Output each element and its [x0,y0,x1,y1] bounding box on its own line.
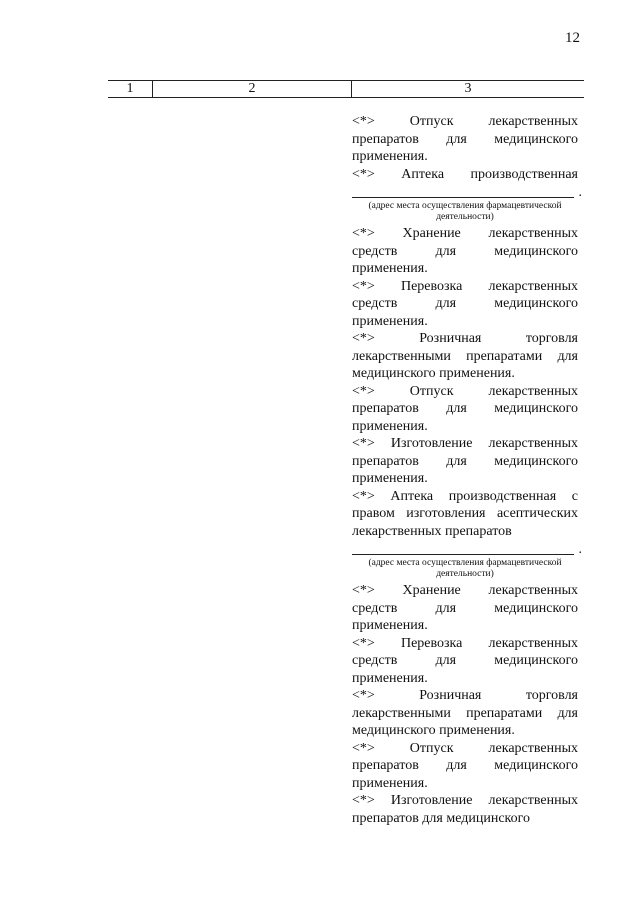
paragraph-izgotovlenie-2: <*> Изготовление лекарственных препаратов для медицинского [352,793,578,826]
address-line-end-mark-2: . [578,542,582,557]
paragraph-perevozka-2: <*> Перевозка лекарственных средств для медицинского применения. [352,635,578,686]
address-line-end-mark-1: . [578,185,582,200]
paragraph-otpusk-2: <*> Отпуск лекарственных препаратов для медицинского применения. [352,383,578,434]
column-3-content [352,113,582,827]
table-header-col-3: 3 [351,81,584,97]
table-header-col-1: 1 [126,81,134,96]
address-fill-line-2 [352,542,582,557]
paragraph-hranenie-2: <*> Хранение лекарственных средств для медицинского применения. [352,583,578,633]
address-block-2 [352,542,582,580]
table-header-row [108,80,584,98]
paragraph-apteka-aseptic: <*> Аптека производственная с правом изготовления асептических лекарственных препаратов [352,488,578,539]
paragraph-roznichnaya-torgovlya-2: <*> Розничная торговля лекарственными препаратами для медицинского применения. [352,688,578,738]
paragraph-izgotovlenie-1: <*> Изготовление лекарственных препаратов для медицинского применения. [352,436,578,486]
paragraph-otpusk-3: <*> Отпуск лекарственных препаратов для медицинского применения. [352,740,578,791]
paragraph-apteka-proizvodstvennaya-1: <*> Аптека производственная [352,166,578,182]
address-block-1 [352,185,582,223]
paragraph-roznichnaya-torgovlya-1: <*> Розничная торговля лекарственными препаратами для медицинского применения. [352,331,578,381]
page-number: 12 [565,30,580,46]
address-fill-line-1 [352,185,582,200]
paragraph-otpusk-1: <*> Отпуск лекарственных препаратов для медицинского применения. [352,114,578,164]
paragraph-perevozka-1: <*> Перевозка лекарственных средств для медицинского применения. [352,278,578,329]
address-caption-1: (адрес места осуществления фармацевтической деятельности) [368,201,562,222]
table-header-col-2: 2 [152,81,351,97]
address-caption-2: (адрес места осуществления фармацевтической деятельности) [368,558,562,579]
paragraph-hranenie-1: <*> Хранение лекарственных средств для медицинского применения. [352,226,578,276]
